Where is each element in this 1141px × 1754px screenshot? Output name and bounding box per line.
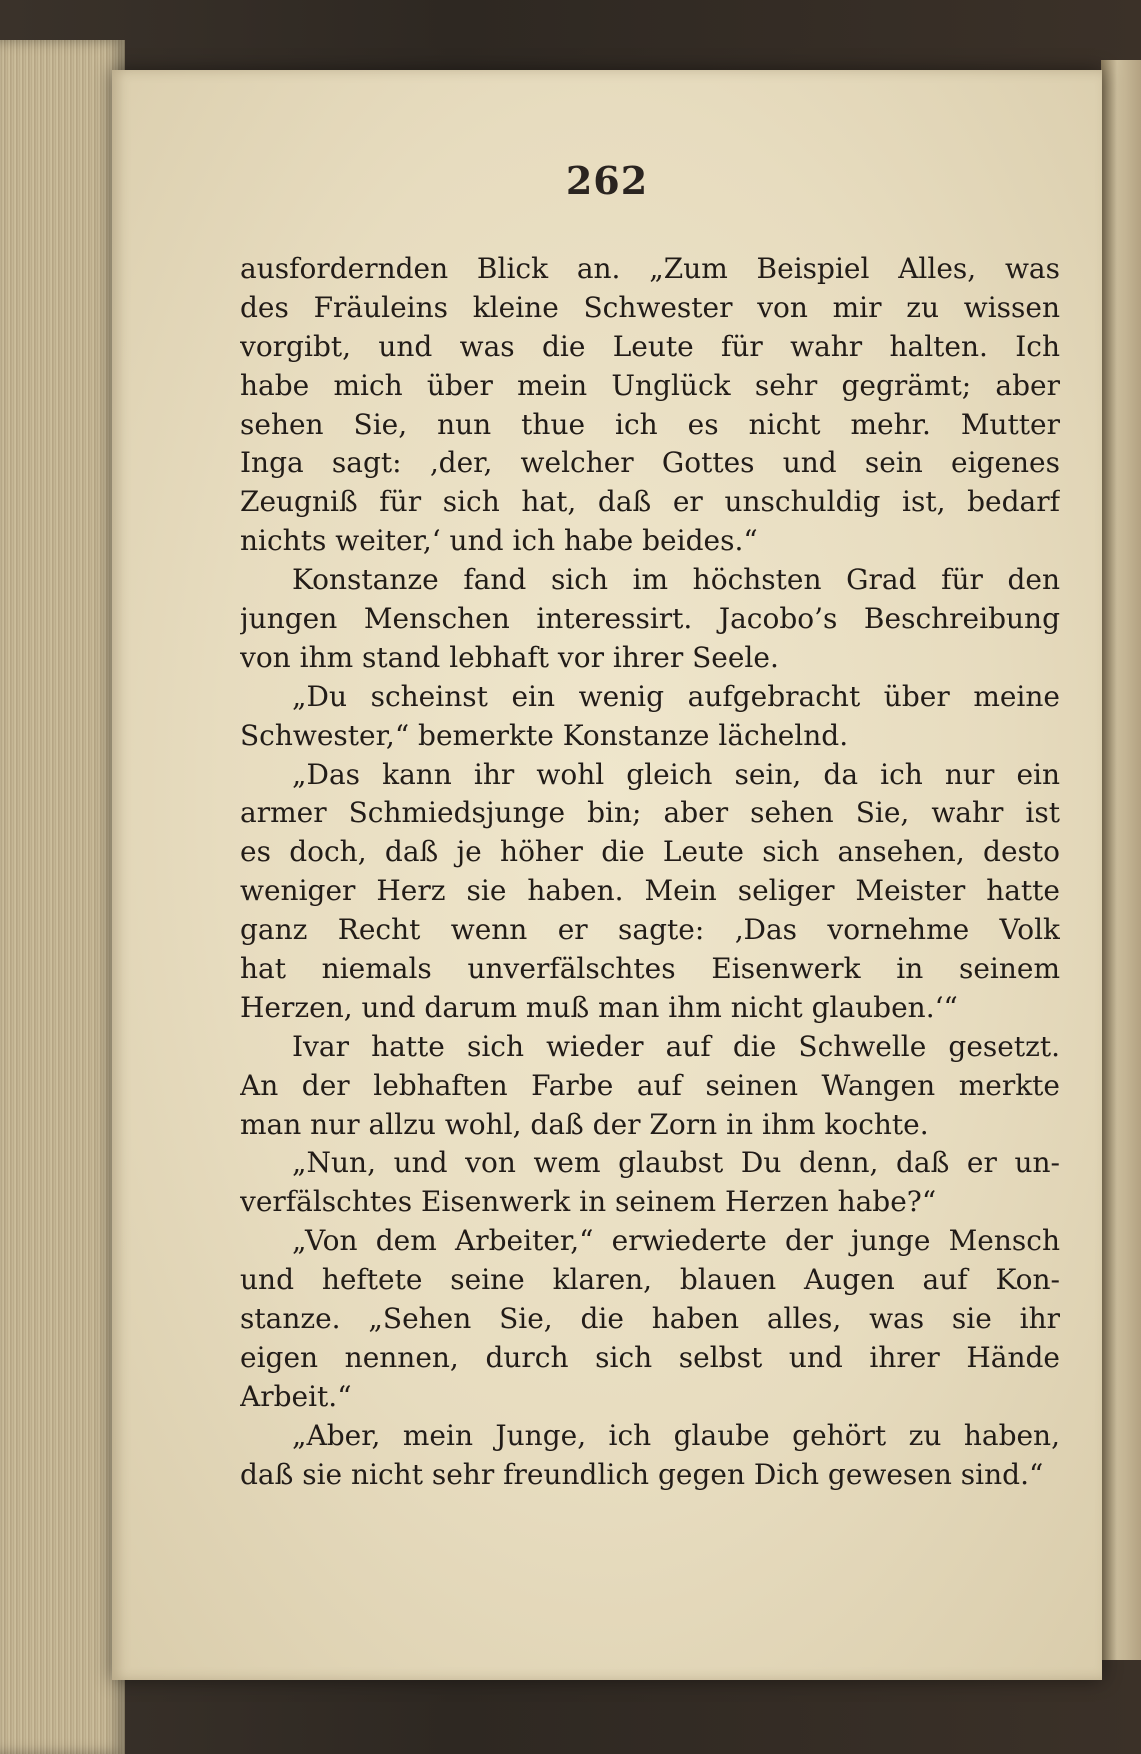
text-line: Zeugniß für sich hat, daß er unschuldig ist, bedarf — [240, 485, 1060, 519]
text-line: eigen nennen, durch sich selbst und ihrer Hände — [240, 1340, 1060, 1374]
text-line: weniger Herz sie haben. Mein seliger Meister hatte — [240, 874, 1060, 908]
stacked-page-edges — [0, 40, 125, 1754]
text-line: vorgibt, und was die Leute für wahr halten. Ich — [240, 329, 1060, 363]
text-line: An der lebhaften Farbe auf seinen Wangen merkte — [240, 1068, 1060, 1102]
text-line: armer Schmiedsjunge bin; aber sehen Sie, wahr ist — [240, 796, 1060, 830]
text-line: „Aber, mein Junge, ich glaube gehört zu haben, — [292, 1418, 1060, 1452]
text-line: des Fräuleins kleine Schwester von mir zu wissen — [240, 290, 1060, 324]
text-line: daß sie nicht sehr freundlich gegen Dich gewesen sind.“ — [240, 1457, 1044, 1491]
text-line: „Das kann ihr wohl gleich sein, da ich nur ein — [292, 757, 1060, 791]
text-line: jungen Menschen interessirt. Jacobo’s Beschreibung — [240, 602, 1060, 636]
text-line: Inga sagt: ‚der, welcher Gottes und sein eigenes — [240, 446, 1060, 480]
text-line: „Du scheinst ein wenig aufgebracht über meine — [292, 679, 1060, 713]
text-line: Herzen, und darum muß man ihm nicht glauben.‘“ — [240, 990, 958, 1024]
text-line: Arbeit.“ — [240, 1379, 352, 1413]
text-line: es doch, daß je höher die Leute sich ansehen, desto — [240, 835, 1060, 869]
text-line: habe mich über mein Unglück sehr gegrämt; aber — [240, 368, 1060, 402]
book-binding-edge — [1101, 60, 1141, 1660]
text-line: Ivar hatte sich wieder auf die Schwelle gesetzt. — [292, 1029, 1060, 1063]
page-body-text — [240, 250, 1060, 1495]
text-line: Konstanze fand sich im höchsten Grad für den — [292, 563, 1060, 597]
page-number: 262 — [565, 158, 649, 203]
text-line: sehen Sie, nun thue ich es nicht mehr. Mutter — [240, 407, 1060, 441]
text-line: „Nun, und von wem glaubst Du denn, daß er un- — [292, 1146, 1060, 1180]
text-line: „Von dem Arbeiter,“ erwiederte der junge Mensch — [292, 1224, 1060, 1258]
text-line: man nur allzu wohl, daß der Zorn in ihm kochte. — [240, 1107, 929, 1141]
text-line: stanze. „Sehen Sie, die haben alles, was sie ihr — [240, 1302, 1060, 1336]
text-line: und heftete seine klaren, blauen Augen auf Kon- — [240, 1263, 1060, 1297]
text-line: ganz Recht wenn er sagte: ‚Das vornehme Volk — [240, 913, 1060, 947]
text-line: Schwester,“ bemerkte Konstanze lächelnd. — [240, 718, 849, 752]
book-page — [112, 70, 1102, 1680]
text-line: von ihm stand lebhaft vor ihrer Seele. — [240, 640, 779, 674]
text-line: nichts weiter,‘ und ich habe beides.“ — [240, 524, 758, 558]
text-line: verfälschtes Eisenwerk in seinem Herzen habe?“ — [240, 1185, 937, 1219]
text-line: hat niemals unverfälschtes Eisenwerk in seinem — [240, 952, 1060, 986]
text-line: ausfordernden Blick an. „Zum Beispiel Alles, was — [240, 252, 1060, 285]
